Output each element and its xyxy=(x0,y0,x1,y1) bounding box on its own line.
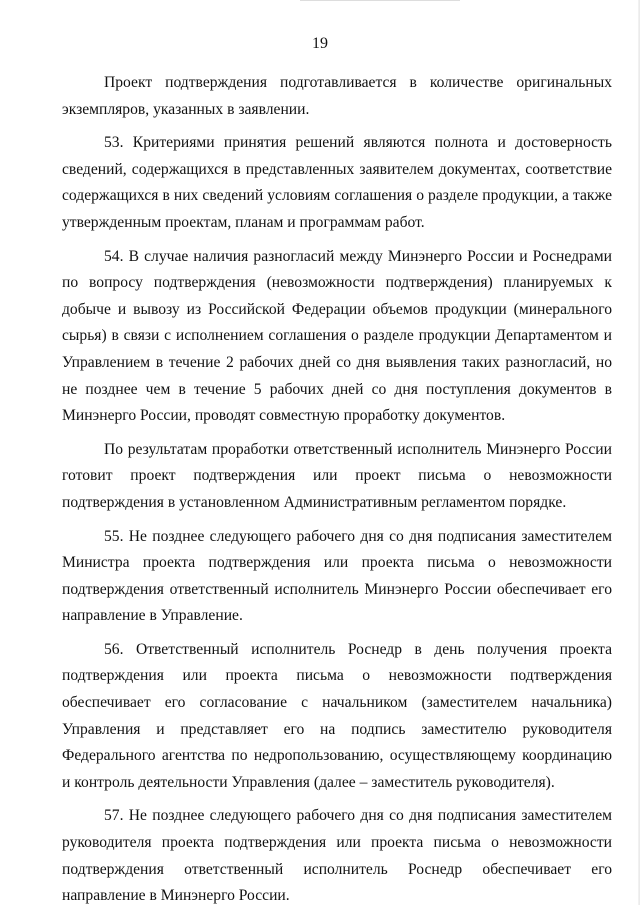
paragraph-intro: Проект подтверждения подготавливается в количестве оригинальных экземпляров, указанных в заявлении. xyxy=(62,74,612,118)
paragraph-54: 54. В случае наличия разногласий между Минэнерго России и Роснедрами по вопросу подтверждения (невозможности подтверждения) планируемых к добыче и вывозу из Российской Федерации объемов продукции (минерального сырья) в связи с исполнением соглашения о разделе продукции Департаментом и Управлением в течение 2 рабочих дней со дня выявления таких разногласий, но не позднее чем в течение 5 рабочих дней со дня поступления документов в Минэнерго России, проводят совместную проработку документов. xyxy=(62,247,612,425)
scan-artifact-line xyxy=(300,0,460,1)
paragraph-53: 53. Критериями принятия решений являются полнота и достоверность сведений, содержащихся в представленных заявителем документах, соответствие содержащихся в них сведений условиям соглашения о разделе продукции, а также утвержденным проектам, планам и программам работ. xyxy=(62,134,612,231)
paragraph-55: 55. Не позднее следующего рабочего дня со дня подписания заместителем Министра проекта подтверждения или проекта письма о невозможности подтверждения ответственный исполнитель Минэнерго России обеспечивает его направление в Управление. xyxy=(62,527,612,625)
paragraph-57: 57. Не позднее следующего рабочего дня со дня подписания заместителем руководителя проекта подтверждения или проекта письма о невозможности подтверждения ответственный исполнитель Роснедр обеспечивает его направление в Минэнерго России. xyxy=(62,807,612,905)
document-body xyxy=(62,70,612,905)
paragraph-56: 56. Ответственный исполнитель Роснедр в день получения проекта подтверждения или проекта письма о невозможности подтверждения обеспечивает его согласование с начальником (заместителем начальника) Управления и представляет его на подпись заместителю руководителя Федерального агентства по недропользованию, осуществляющему координацию и контроль деятельности Управления (далее – заместитель руководителя). xyxy=(62,640,612,791)
paragraph-54-result: По результатам проработки ответственный исполнитель Минэнерго России готовит проект подтверждения или проект письма о невозможности подтверждения в установленном Административным регламентом порядке. xyxy=(62,440,612,511)
page-number: 19 xyxy=(312,35,328,52)
